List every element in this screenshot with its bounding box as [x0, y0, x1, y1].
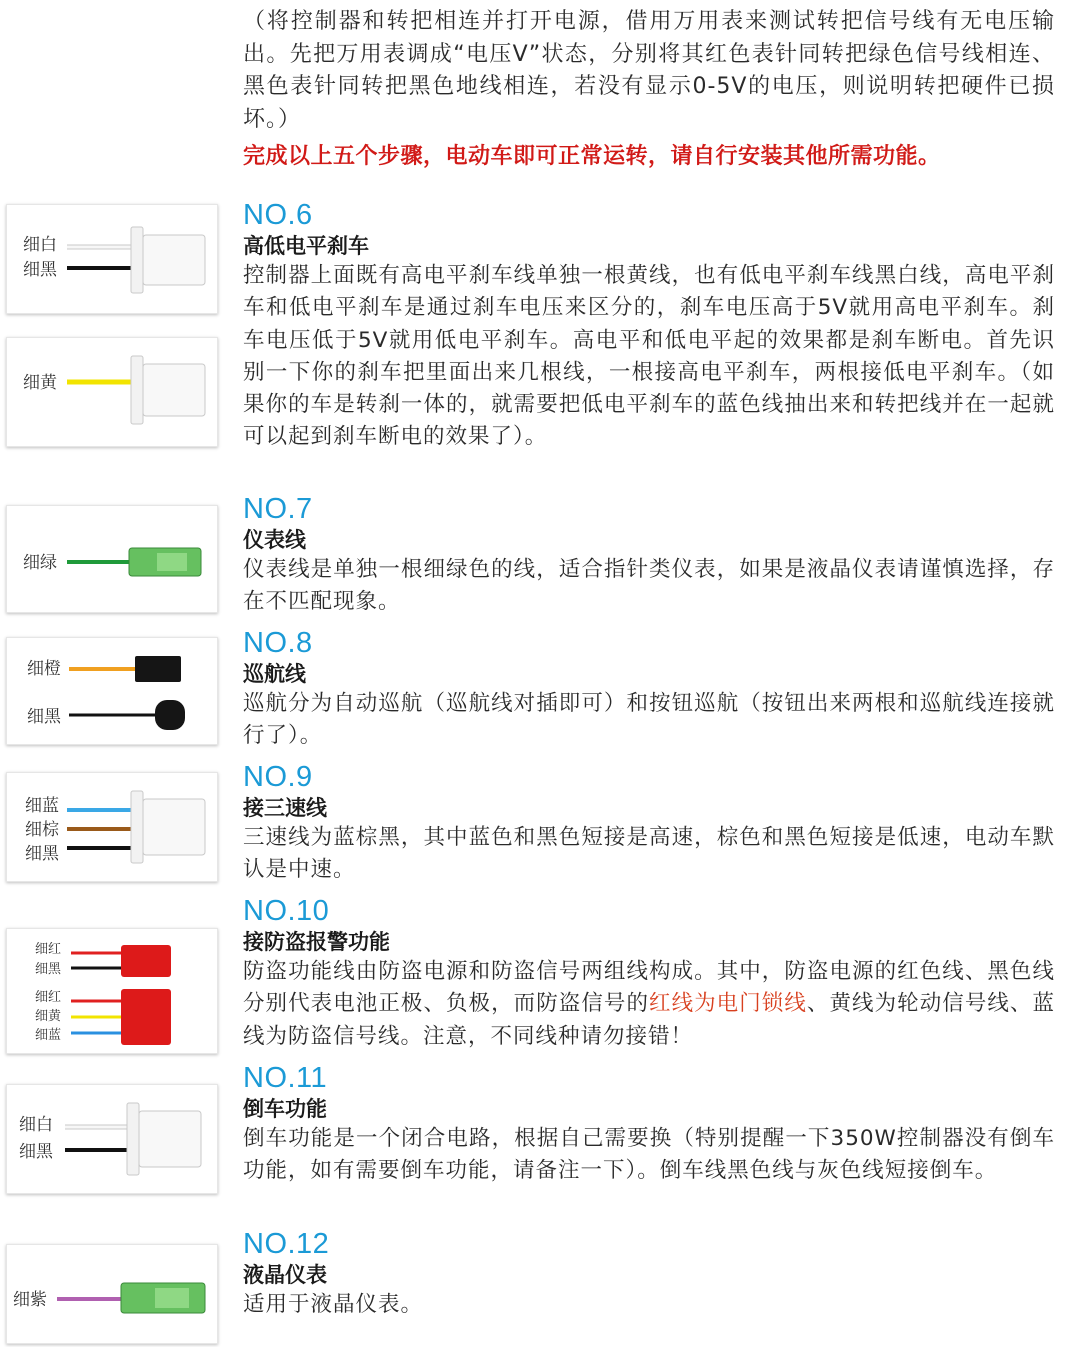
wire-label: 细紫 [13, 1290, 47, 1310]
section-no10 [243, 896, 1055, 1053]
section-title: 液晶仪表 [243, 1263, 327, 1287]
wire-label: 细白 [23, 235, 57, 255]
wire-card-no8 [6, 637, 218, 745]
section-description: 巡航分为自动巡航（巡航线对插即可）和按钮巡航（按钮出来两根和巡航线连接就行了）。 [243, 691, 1055, 749]
wire-card-no12 [6, 1244, 218, 1344]
connector-flange [131, 227, 143, 293]
section-description: 仪表线是单独一根细绿色的线，适合指针类仪表，如果是液晶仪表请谨慎选择，存在不匹配现象。 [243, 557, 1055, 615]
connector-red-2pin [121, 945, 171, 977]
desc-text: 防盗功能线由防盗电源和防盗信号两组线构成。其中，防盗电源的红色线、黑色线分别代表电池正极、负极，而防盗信号的 [243, 959, 1055, 1017]
connector-red-3pin [121, 989, 171, 1045]
section-description: 控制器上面既有高电平刹车线单独一根黄线，也有低电平刹车线黑白线，高电平刹车和低电平刹车是通过刹车电压来区分的，刹车电压高于5V就用高电平刹车。刹车电压低于5V就用低电平刹车。高电平和低电平起的效果都是刹车断电。首先识别一下你的刹车把里面出来几根线，一根接高电平刹车，两根接低电平刹车。（如果你的车是转刹一体的，就需要把低电平刹车的蓝色线抽出来和转把线并在一起就可以起到刹车断电的效果了）。 [243, 263, 1055, 450]
section-no8 [243, 628, 1055, 753]
connector-flange [131, 791, 143, 863]
section-title: 接防盗报警功能 [243, 930, 390, 954]
section-no12 [243, 1229, 1055, 1321]
section-number: NO.9 [243, 761, 313, 793]
section-number: NO.7 [243, 493, 313, 525]
desc-highlight: 红线为电门锁线 [649, 991, 807, 1017]
wire-label: 细黄 [35, 1009, 62, 1024]
connector-flange [127, 1103, 139, 1175]
wire-card-no11 [6, 1084, 218, 1194]
section-no9 [243, 762, 1055, 887]
wire-label: 细黑 [27, 707, 61, 727]
wire-label: 细绿 [23, 553, 57, 573]
section-title: 巡航线 [243, 662, 306, 686]
wire-label: 细橙 [27, 659, 61, 679]
connector-black-male [135, 656, 181, 682]
wire-label: 细黑 [19, 1142, 53, 1162]
wire-card-no6-low [6, 204, 218, 314]
wire-card-no9 [6, 772, 218, 882]
section-no11 [243, 1063, 1055, 1188]
wire-label: 细黑 [25, 844, 59, 864]
wire-label: 细蓝 [25, 796, 59, 816]
section-description: 三速线为蓝棕黑，其中蓝色和黑色短接是高速，棕色和黑色短接是低速，电动车默认是中速。 [243, 825, 1055, 883]
section-description [243, 956, 1055, 1053]
section-title: 接三速线 [243, 796, 327, 820]
wire-label: 细棕 [25, 820, 59, 840]
connector-body [139, 1111, 201, 1167]
connector-flange [131, 356, 143, 424]
section-title: 高低电平刹车 [243, 234, 369, 258]
wire-label: 细黑 [35, 962, 62, 977]
intro-paragraph: （将控制器和转把相连并打开电源，借用万用表来测试转把信号线有无电压输出。先把万用表调成“电压V”状态，分别将其红色表针同转把绿色信号线相连、黑色表针同转把黑色地线相连，若没有显示0-5V的电压，则说明转把硬件已损坏。） [243, 9, 1055, 132]
section-number: NO.10 [243, 895, 330, 927]
connector-black-female [155, 700, 185, 730]
wire-label: 细蓝 [35, 1028, 62, 1043]
connector-body [143, 235, 205, 285]
section-no7 [243, 494, 1055, 619]
wire-card-no6-high [6, 337, 218, 447]
section-no6 [243, 200, 1055, 454]
section-number: NO.11 [243, 1062, 328, 1094]
desc-text: 、黄线为轮动信号线、蓝线为防盗信号线。注意，不同线种请勿接错！ [243, 991, 1055, 1049]
intro-warning: 完成以上五个步骤，电动车即可正常运转，请自行安装其他所需功能。 [243, 144, 941, 169]
section-number: NO.6 [243, 199, 313, 231]
section-description: 倒车功能是一个闭合电路，根据自己需要换（特别提醒一下350W控制器没有倒车功能，如有需要倒车功能，请备注一下）。倒车线黑色线与灰色线短接倒车。 [243, 1126, 1055, 1184]
connector-body [143, 364, 205, 416]
section-description: 适用于液晶仪表。 [243, 1292, 424, 1317]
connector-body [143, 799, 205, 855]
section-number: NO.12 [243, 1228, 330, 1260]
section-title: 倒车功能 [243, 1097, 327, 1121]
connector-illustration [7, 205, 217, 313]
wire-label: 细黄 [23, 373, 57, 393]
wire-label: 细红 [35, 942, 62, 957]
section-number: NO.8 [243, 627, 313, 659]
wire-label: 细白 [19, 1115, 53, 1135]
wire-card-no10 [6, 928, 218, 1054]
wire-label: 细黑 [23, 260, 57, 280]
wire-label: 细红 [35, 990, 62, 1005]
wire-card-no7 [6, 505, 218, 613]
section-title: 仪表线 [243, 528, 306, 552]
